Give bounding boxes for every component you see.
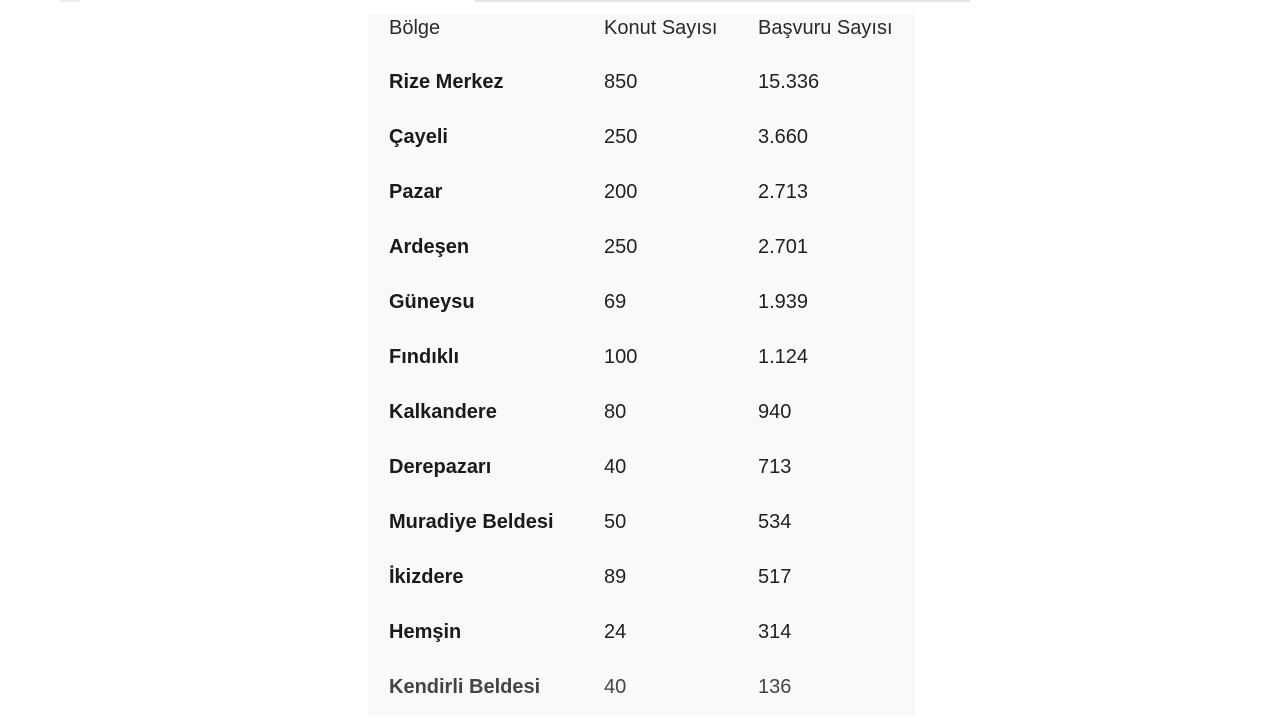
region-name: Muradiye Beldesi bbox=[389, 510, 554, 533]
region-name: Güneysu bbox=[389, 290, 475, 313]
application-count: 136 bbox=[758, 675, 792, 698]
application-count: 314 bbox=[758, 620, 792, 643]
application-count: 2.713 bbox=[758, 180, 809, 203]
region-name: Hemşin bbox=[389, 620, 462, 643]
region-name: Ardeşen bbox=[389, 235, 470, 258]
region-name: Kalkandere bbox=[389, 400, 497, 423]
housing-count: 50 bbox=[604, 510, 627, 533]
housing-count: 40 bbox=[604, 675, 627, 698]
table-row bbox=[368, 67, 915, 97]
table-row bbox=[368, 562, 915, 592]
application-count: 713 bbox=[758, 455, 792, 478]
region-name: Çayeli bbox=[389, 125, 448, 148]
region-name: Rize Merkez bbox=[389, 70, 504, 93]
housing-count: 40 bbox=[604, 455, 627, 478]
housing-count: 89 bbox=[604, 565, 627, 588]
table-row bbox=[368, 177, 915, 207]
application-count: 534 bbox=[758, 510, 792, 533]
application-count: 1.124 bbox=[758, 345, 809, 368]
table-header bbox=[368, 13, 915, 43]
table-row bbox=[368, 232, 915, 262]
application-count: 15.336 bbox=[758, 70, 820, 93]
application-count: 940 bbox=[758, 400, 792, 423]
application-count: 2.701 bbox=[758, 235, 809, 258]
table-row bbox=[368, 672, 915, 702]
housing-count: 850 bbox=[604, 70, 638, 93]
housing-count: 69 bbox=[604, 290, 627, 313]
housing-count: 24 bbox=[604, 620, 627, 643]
housing-count: 250 bbox=[604, 235, 638, 258]
housing-count: 80 bbox=[604, 400, 627, 423]
table-row bbox=[368, 507, 915, 537]
table-row bbox=[368, 342, 915, 372]
region-name: Kendirli Beldesi bbox=[389, 675, 541, 698]
region-name: Fındıklı bbox=[389, 345, 459, 368]
table-row bbox=[368, 397, 915, 427]
table-row bbox=[368, 452, 915, 482]
housing-count: 250 bbox=[604, 125, 638, 148]
application-count: 1.939 bbox=[758, 290, 809, 313]
data-table bbox=[368, 14, 915, 716]
header-application-count: Başvuru Sayısı bbox=[758, 16, 893, 39]
table-row bbox=[368, 287, 915, 317]
top-divider-left bbox=[60, 0, 80, 2]
housing-count: 100 bbox=[604, 345, 638, 368]
table-row bbox=[368, 617, 915, 647]
header-housing-count: Konut Sayısı bbox=[604, 16, 718, 39]
application-count: 3.660 bbox=[758, 125, 809, 148]
region-name: Derepazarı bbox=[389, 455, 492, 478]
region-name: Pazar bbox=[389, 180, 443, 203]
application-count: 517 bbox=[758, 565, 792, 588]
housing-count: 200 bbox=[604, 180, 638, 203]
header-region: Bölge bbox=[389, 16, 441, 39]
top-divider bbox=[475, 0, 970, 2]
region-name: İkizdere bbox=[389, 565, 464, 588]
table-row bbox=[368, 122, 915, 152]
